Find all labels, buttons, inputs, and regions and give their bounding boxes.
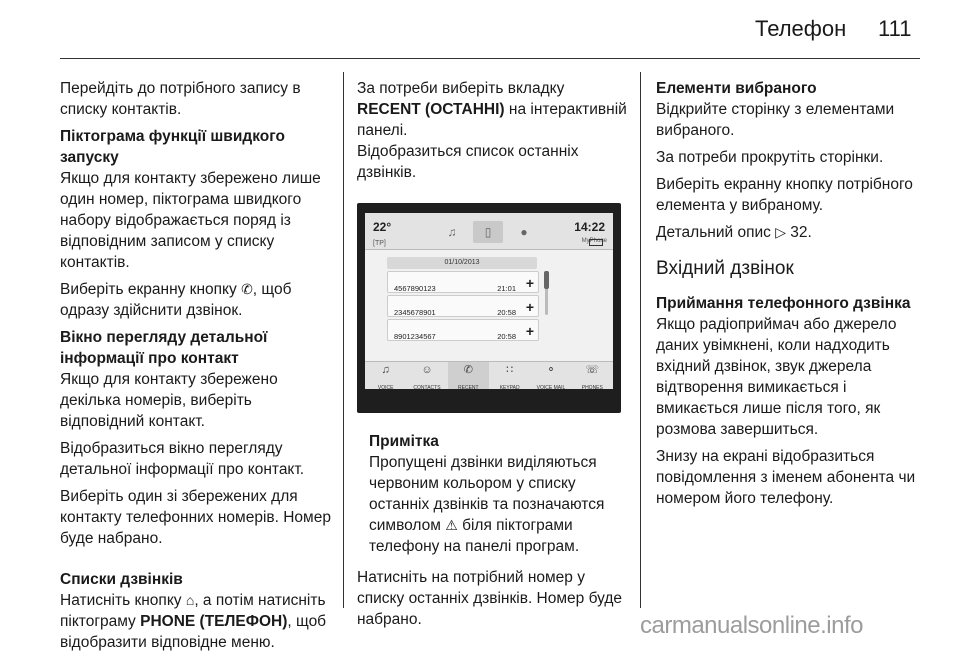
note-text [369, 452, 631, 557]
call-time: 20:58 [497, 332, 516, 341]
nav-voice-mail [530, 362, 571, 389]
paragraph [60, 279, 332, 321]
column-2 [357, 78, 631, 636]
section-heading: Піктограма функції швидкого запуску [60, 128, 285, 166]
warning-triangle-icon: ⚠ [445, 517, 458, 533]
nav-label: KEYPAD [499, 385, 520, 389]
screen-display [365, 213, 613, 389]
page-number: 111 [878, 16, 912, 41]
battery-icon [589, 239, 603, 246]
recent-calls-icon: ✆ [463, 364, 473, 376]
text: PHONE (ТЕЛЕФОН) [140, 613, 288, 630]
nav-label: PHONES [581, 385, 603, 389]
nav-label: RECENT [458, 385, 479, 389]
text: , щоб відобразити відповідне меню. [60, 613, 327, 651]
text: Виберіть екранну кнопку [60, 281, 242, 298]
text: Детальний опис [656, 224, 776, 241]
paragraph [357, 78, 631, 141]
column-1 [60, 78, 332, 659]
call-row [387, 271, 539, 293]
call-time: 21:01 [497, 284, 516, 293]
paragraph: Перейдіть до потрібного запису в списку контактів. [60, 80, 301, 118]
add-icon: + [525, 275, 534, 291]
column-divider-1 [343, 72, 344, 608]
header-rule [60, 58, 920, 59]
text: на інтерактивній панелі. [357, 101, 627, 139]
home-icon: ⌂ [185, 592, 195, 608]
call-number: 4567890123 [394, 284, 436, 293]
contacts-icon: ☺ [421, 364, 433, 376]
watermark: carmanualsonline.info [640, 612, 863, 639]
paragraph: Відобразиться список останніх дзвінків. [357, 143, 579, 181]
paragraph: Якщо для контакту збережено лише один номер, піктограма швидкого набору відображається поряд із відповідним записом у списку контактів. [60, 170, 321, 271]
call-row [387, 295, 539, 317]
nav-keypad [489, 362, 530, 389]
column-3 [656, 78, 924, 515]
column-divider-2 [640, 72, 641, 608]
infotainment-screen-image [357, 203, 621, 413]
text: RECENT (ОСТАННІ) [357, 101, 505, 118]
page-header-title: Телефон [755, 16, 847, 41]
phone-name: MyPhone [581, 238, 607, 244]
status-bar [365, 213, 613, 250]
paragraph: Відкрийте сторінку з елементами вибраного. [656, 101, 895, 139]
paragraph: Якщо радіоприймач або джерело даних увімкнені, коли надходить вхідний дзвінок, звук джерела відтворення вимикається і вмикається лише після того, як розмова завершиться. [656, 316, 897, 438]
bottom-nav [365, 361, 613, 389]
reference-arrow-icon: ▷ [775, 224, 786, 240]
info-icon: ● [520, 224, 528, 239]
note-box [357, 431, 631, 557]
paragraph: За потреби прокрутіть сторінки. [656, 149, 884, 166]
section-heading: Елементи вибраного [656, 80, 817, 97]
text: , щоб одразу здійснити дзвінок. [60, 281, 292, 319]
paragraph: Натисніть на потрібний номер у списку останніх дзвінків. Номер буде набрано. [357, 569, 623, 628]
nav-voice [365, 362, 406, 389]
paragraph: Знизу на екрані відобразиться повідомлення з іменем абонента чи номером його телефону. [656, 448, 916, 507]
section-heading: Вікно перегляду детальної інформації про контакт [60, 329, 268, 367]
page-reference[interactable]: 32 [790, 224, 808, 241]
voicemail-icon: ⚬ [546, 364, 556, 376]
call-time: 20:58 [497, 308, 516, 317]
phone-handset-icon: ✆ [241, 281, 253, 297]
clock: 14:22 [574, 220, 605, 234]
call-number: 8901234567 [394, 332, 436, 341]
add-icon: + [525, 323, 534, 339]
keypad-icon: ∷ [506, 364, 514, 376]
text: , а потім натисніть піктограму [60, 592, 326, 630]
note-title: Примітка [369, 433, 439, 450]
text: Пропущені дзвінки виділяються червоним кольором у списку останніх дзвінків та позначаются символом [369, 454, 605, 534]
tp-indicator: [TP] [373, 240, 386, 247]
scrollbar-thumb [544, 271, 549, 289]
nav-label: VOICE MAIL [536, 385, 566, 389]
paragraph [60, 590, 332, 653]
music-icon: ♫ [447, 224, 457, 239]
nav-phones [572, 362, 613, 389]
nav-recent [448, 362, 489, 389]
paragraph: Виберіть один зі збережених для контакту телефонних номерів. Номер буде набрано. [60, 488, 331, 547]
paragraph: Виберіть екранну кнопку потрібного елемента у вибраному. [656, 176, 913, 214]
text: . [807, 224, 812, 241]
phones-icon: ☏ [585, 364, 600, 376]
paragraph [656, 222, 924, 243]
add-icon: + [525, 299, 534, 315]
text: За потреби виберіть вкладку [357, 80, 565, 97]
section-heading: Приймання телефонного дзвінка [656, 295, 911, 312]
phone-icon: ▯ [473, 221, 503, 243]
call-number: 2345678901 [394, 308, 436, 317]
date-header: 01/10/2013 [387, 257, 537, 269]
major-heading: Вхідний дзвінок [656, 258, 794, 279]
microphone-icon: ♫ [381, 364, 390, 376]
text: біля піктограми телефону на панелі програм. [369, 517, 580, 555]
text: Натисніть кнопку [60, 592, 186, 609]
nav-label: VOICE [377, 385, 394, 389]
temperature: 22° [373, 220, 392, 234]
section-heading: Списки дзвінків [60, 571, 183, 588]
call-row [387, 319, 539, 341]
paragraph: Якщо для контакту збережено декілька номерів, виберіть відповідний контакт. [60, 371, 278, 430]
paragraph: Відобразиться вікно перегляду детальної інформації про контакт. [60, 440, 305, 478]
nav-label: CONTACTS [413, 385, 441, 389]
nav-contacts [406, 362, 447, 389]
